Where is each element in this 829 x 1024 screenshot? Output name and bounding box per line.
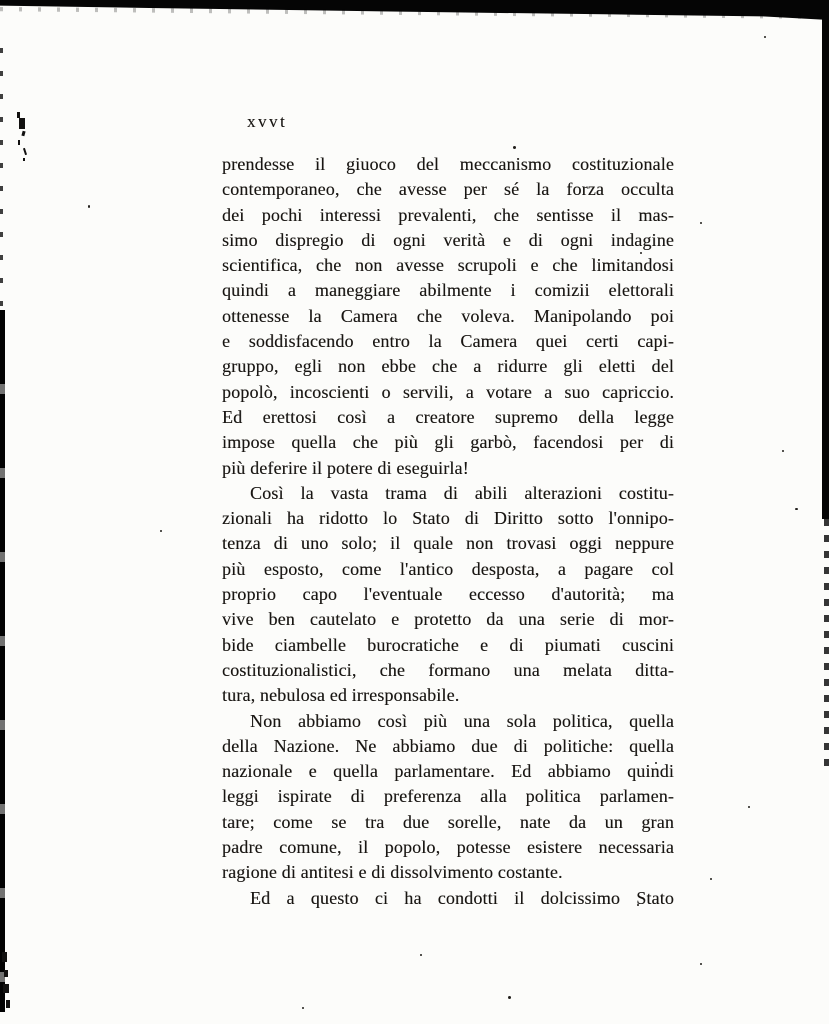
scan-artifact-right-edge [822, 13, 829, 519]
text-line: quindi a maneggiare abilmente i comizii elettorali [222, 280, 674, 301]
ink-blot [6, 1000, 10, 1008]
speckle [748, 806, 750, 808]
text-line: zionali ha ridotto lo Stato di Diritto sotto l'onnipo- [222, 508, 674, 529]
text-line: ragione di antitesi e di dissolvimento costante. [222, 862, 563, 883]
speckle [302, 1007, 304, 1009]
ink-blot [3, 984, 9, 993]
page-number: xvvt [247, 112, 288, 131]
text-line: popolò, incoscienti o servili, a votare a suo capriccio. [222, 381, 674, 402]
speckle [700, 222, 702, 224]
text-block [222, 152, 674, 911]
text-line: ottenesse la Camera che voleva. Manipolando poi [222, 305, 674, 326]
ink-blot [23, 148, 27, 155]
speckle [795, 508, 798, 510]
text-line: tenza di uno solo; il quale non trovasi oggi neppure [222, 533, 674, 554]
text-line: costituzionalistici, che formano una melata ditta- [222, 659, 674, 680]
text-line: prendesse il giuoco del meccanismo costituzionale [222, 154, 674, 174]
text-line: scientifica, che non avesse scrupoli e che limitandosi [222, 255, 674, 276]
speckle [513, 146, 516, 149]
text-line: più deferire il potere di eseguirla! [222, 457, 469, 478]
text-line: impose quella che più gli garbò, facendosi per di [222, 432, 674, 453]
ink-blot [21, 131, 25, 137]
scan-artifact-left-edge [0, 310, 5, 1012]
text-line: Non abbiamo così più una sola politica, quella [250, 710, 674, 731]
text-line: più esposto, come l'antico desposta, a pagare col [222, 558, 674, 579]
speckle [782, 450, 784, 452]
speckle [420, 954, 422, 956]
text-line: tura, nebulosa ed irresponsabile. [222, 685, 460, 706]
text-line: nazionale e quella parlamentare. Ed abbiamo quindi [222, 761, 674, 782]
speckle [508, 996, 511, 999]
ink-blot [18, 140, 20, 145]
ink-blot [2, 952, 7, 962]
ink-blot [4, 970, 8, 977]
text-line: proprio capo l'eventuale eccesso d'autorità; ma [222, 584, 674, 605]
text-line: bide ciambelle burocratiche e di piumati cuscini [222, 634, 674, 655]
text-line: vive ben cautelato e protetto da una serie di mor- [222, 609, 674, 630]
ink-blot [19, 118, 25, 129]
speckle [710, 878, 712, 880]
text-line: tare; come se tra due sorelle, nate da un gran [222, 811, 674, 832]
speckle [764, 36, 766, 38]
text-line: e soddisfacendo entro la Camera quei certi capi- [222, 331, 674, 352]
text-line: padre comune, il popolo, potesse esistere necessaria [222, 837, 674, 858]
speckle [88, 205, 90, 208]
scan-artifact-left-edge-dashes [0, 48, 3, 310]
text-line: dei pochi interessi prevalenti, che sentisse il mas- [222, 204, 674, 225]
speckle [700, 963, 702, 965]
text-line: Ed a questo ci ha condotti il dolcissimo Stato [250, 887, 674, 908]
text-line: Così la vasta trama di abili alterazioni costitu- [250, 482, 674, 503]
scan-artifact-right-edge-dashes [824, 519, 829, 767]
ink-blot [23, 158, 25, 161]
text-line: simo dispregio di ogni verità e di ogni indagine [222, 229, 674, 250]
text-line: contemporaneo, che avesse per sé la forza occulta [222, 179, 674, 200]
text-line: gruppo, egli non ebbe che a ridurre gli eletti del [222, 356, 674, 377]
text-line: leggi ispirate di preferenza alla politica parlamen- [222, 786, 674, 807]
text-line: della Nazione. Ne abbiamo due di politiche: quella [222, 735, 674, 756]
text-line: Ed erettosi così a creatore supremo della legge [222, 406, 674, 427]
speckle [160, 530, 162, 532]
